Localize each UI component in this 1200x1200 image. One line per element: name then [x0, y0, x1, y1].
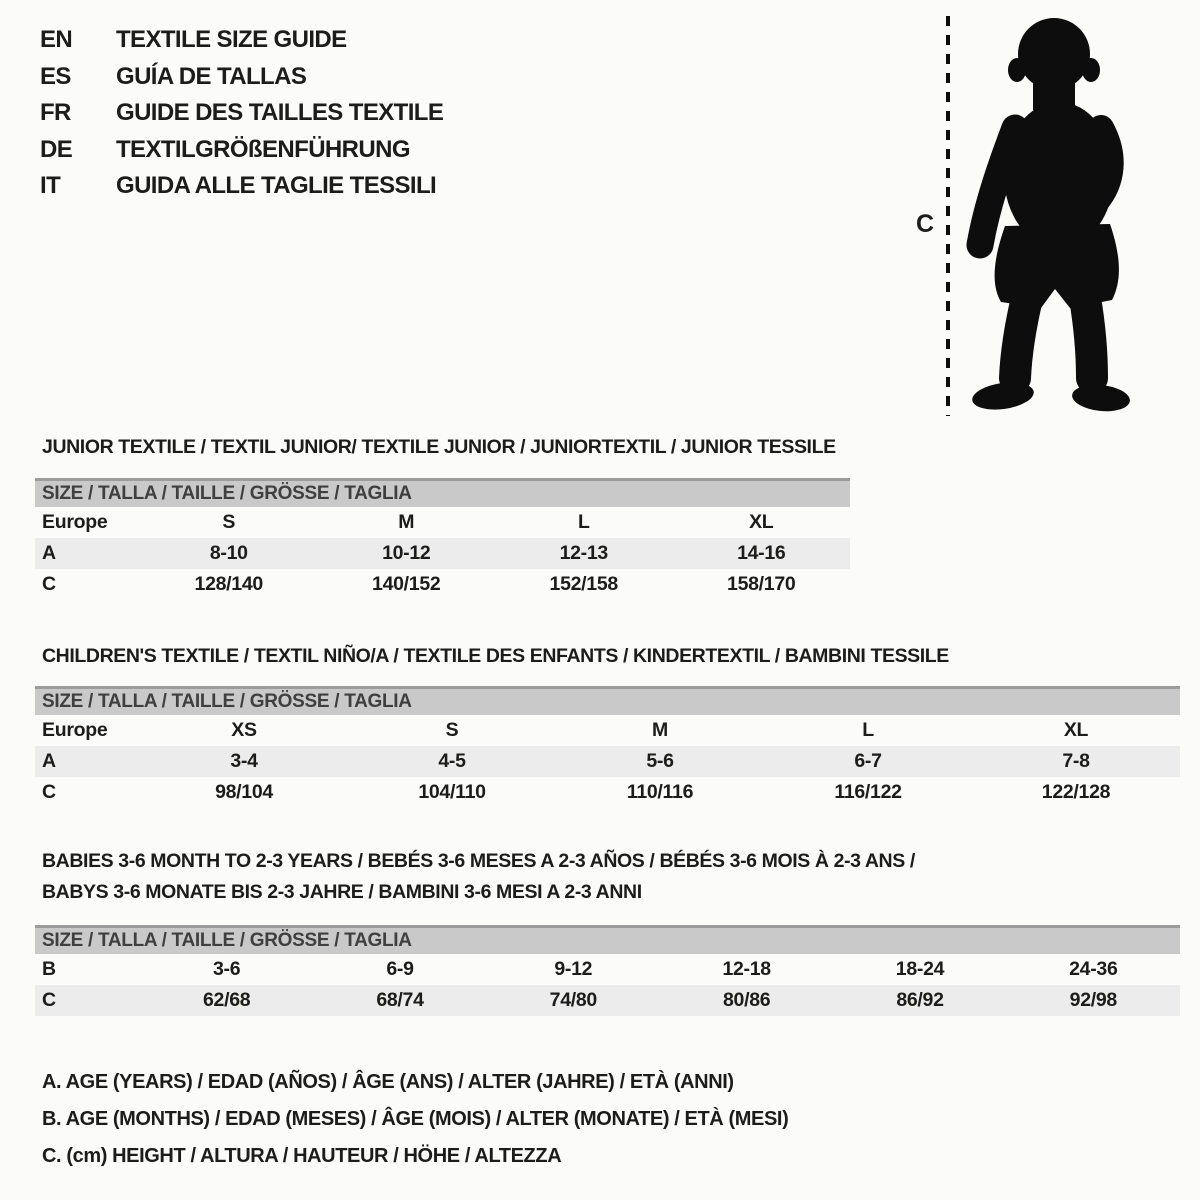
table-cell: 24-36	[1069, 958, 1118, 980]
language-code: EN	[40, 26, 73, 54]
language-title-block	[40, 22, 443, 205]
table-row	[35, 746, 1180, 777]
table-cell: 18-24	[895, 958, 945, 980]
title-row-it	[40, 168, 443, 205]
language-code: ES	[40, 62, 71, 90]
toddler-silhouette-image	[963, 10, 1138, 420]
row-label: C	[42, 573, 56, 595]
height-measure-label: C	[916, 210, 935, 238]
title-row-fr	[40, 95, 443, 132]
size-header-bar: SIZE / TALLA / TAILLE / GRÖSSE / TAGLIA	[35, 686, 1180, 715]
table-row	[35, 985, 1180, 1016]
table-row	[35, 507, 850, 538]
table-cell: 12-13	[559, 542, 608, 564]
table-cell: 152/158	[549, 573, 618, 595]
babies-section-title	[42, 846, 915, 908]
table-cell: 8-10	[209, 542, 248, 564]
table-body	[35, 954, 1180, 1016]
language-code: DE	[40, 135, 73, 163]
row-label: B	[42, 958, 56, 980]
row-label: Europe	[42, 511, 108, 533]
height-measure-dashed-line	[946, 16, 950, 416]
table-row	[35, 777, 1180, 808]
table-cell: 5-6	[646, 750, 674, 772]
table-cell: 110/116	[626, 781, 694, 803]
title-row-de	[40, 132, 443, 169]
table-cell: 62/68	[203, 989, 251, 1011]
section-title-line: CHILDREN'S TEXTILE / TEXTIL NIÑO/A / TEXTILE DES ENFANTS / KINDERTEXTIL / BAMBINI TESSILE	[42, 645, 949, 667]
table-cell: 98/104	[215, 781, 273, 803]
table-cell: S	[445, 719, 459, 741]
table-cell: M	[398, 511, 415, 533]
size-header-bar: SIZE / TALLA / TAILLE / GRÖSSE / TAGLIA	[35, 478, 850, 507]
junior-section-title	[42, 432, 836, 463]
table-cell: 122/128	[1041, 781, 1111, 803]
section-title-line: BABIES 3-6 MONTH TO 2-3 YEARS / BEBÉS 3-6 MESES A 2-3 AÑOS / BÉBÉS 3-6 MOIS À 2-3 ANS /	[42, 850, 915, 872]
guide-title: TEXTILGRÖßENFÜHRUNG	[116, 135, 410, 163]
table-cell: 10-12	[382, 542, 431, 564]
table-cell: XL	[1063, 719, 1089, 741]
table-cell: 14-16	[737, 542, 786, 564]
legend-block	[42, 1064, 788, 1175]
table-cell: M	[652, 719, 668, 741]
legend-line-height-cm: C. (cm) HEIGHT / ALTURA / HAUTEUR / HÖHE / ALTEZZA	[42, 1145, 562, 1167]
language-code: IT	[40, 172, 61, 200]
table-cell: XL	[749, 511, 774, 533]
row-label: A	[42, 542, 56, 564]
children-size-table	[35, 686, 1180, 808]
table-cell: L	[862, 719, 874, 741]
title-row-en	[40, 22, 443, 59]
table-body	[35, 507, 850, 600]
guide-title: GUÍA DE TALLAS	[116, 62, 307, 90]
table-row	[35, 954, 1180, 985]
babies-size-table	[35, 925, 1180, 1016]
table-cell: S	[222, 511, 236, 533]
row-label: A	[42, 750, 56, 772]
table-cell: 6-7	[854, 750, 882, 772]
section-title-line: BABYS 3-6 MONATE BIS 2-3 JAHRE / BAMBINI 3-6 MESI A 2-3 ANNI	[42, 881, 642, 903]
row-label: C	[42, 781, 56, 803]
table-cell: 86/92	[896, 989, 944, 1011]
title-row-es	[40, 59, 443, 96]
guide-title: TEXTILE SIZE GUIDE	[116, 26, 347, 54]
table-cell: XS	[231, 719, 257, 741]
junior-size-table	[35, 478, 850, 600]
table-cell: 74/80	[549, 989, 597, 1011]
table-row	[35, 715, 1180, 746]
table-cell: 9-12	[554, 958, 593, 980]
legend-line-age-months: B. AGE (MONTHS) / EDAD (MESES) / ÂGE (MOIS) / ALTER (MONATE) / ETÀ (MESI)	[42, 1108, 789, 1130]
row-label: Europe	[42, 719, 108, 741]
guide-title: GUIDE DES TAILLES TEXTILE	[116, 99, 444, 127]
table-cell: 3-4	[230, 750, 258, 772]
table-cell: 104/110	[418, 781, 486, 803]
table-cell: L	[577, 511, 590, 533]
table-cell: 116/122	[834, 781, 902, 803]
table-cell: 68/74	[376, 989, 424, 1011]
table-cell: 7-8	[1062, 750, 1090, 772]
guide-title: GUIDA ALLE TAGLIE TESSILI	[116, 172, 437, 200]
size-header-bar: SIZE / TALLA / TAILLE / GRÖSSE / TAGLIA	[35, 925, 1180, 954]
table-cell: 80/86	[723, 989, 771, 1011]
table-cell: 140/152	[372, 573, 441, 595]
table-row	[35, 569, 850, 600]
table-row	[35, 538, 850, 569]
children-section-title	[42, 641, 949, 672]
table-cell: 3-6	[213, 958, 241, 980]
section-title-line: JUNIOR TEXTILE / TEXTIL JUNIOR/ TEXTILE JUNIOR / JUNIORTEXTIL / JUNIOR TESSILE	[42, 436, 836, 458]
row-label: C	[42, 989, 56, 1011]
table-cell: 128/140	[194, 573, 263, 595]
table-cell: 4-5	[438, 750, 466, 772]
table-body	[35, 715, 1180, 808]
table-cell: 12-18	[722, 958, 771, 980]
legend-line-age-years: A. AGE (YEARS) / EDAD (AÑOS) / ÂGE (ANS) / ALTER (JAHRE) / ETÀ (ANNI)	[42, 1071, 734, 1093]
table-cell: 6-9	[386, 958, 414, 980]
table-cell: 158/170	[727, 573, 796, 595]
language-code: FR	[40, 99, 71, 127]
table-cell: 92/98	[1069, 989, 1117, 1011]
